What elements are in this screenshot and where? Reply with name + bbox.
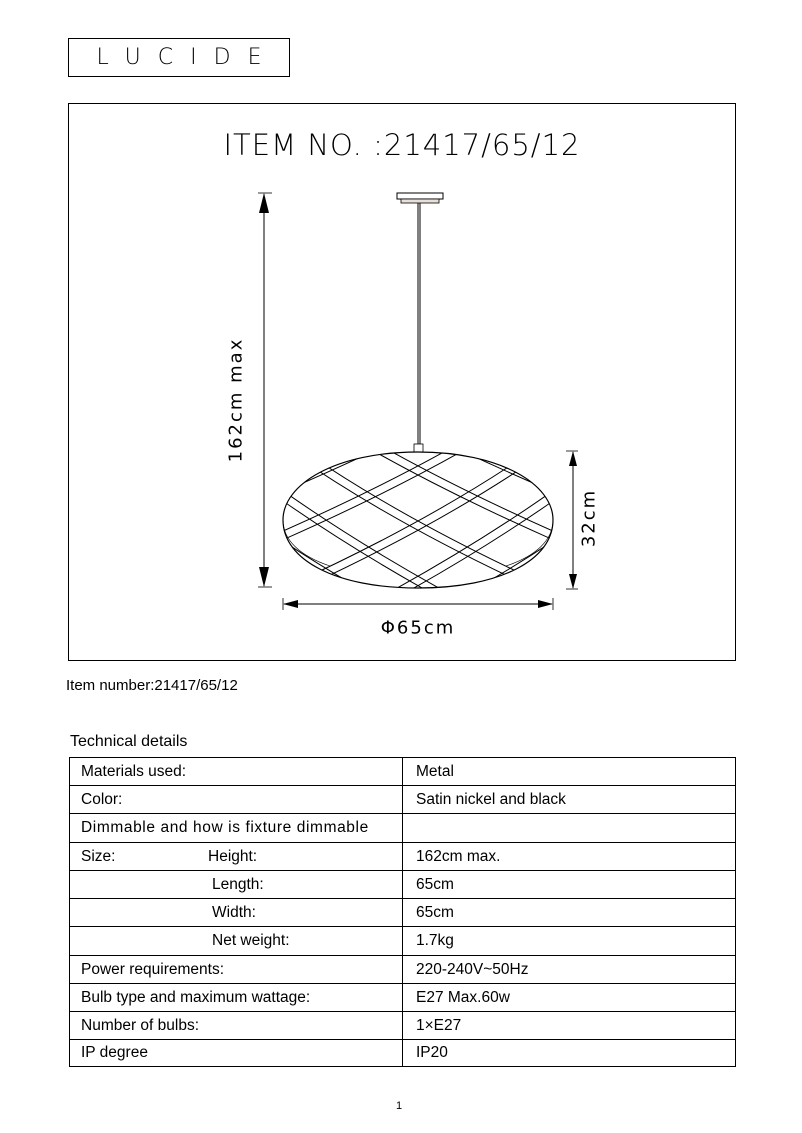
bulb-count-label: Number of bulbs: (70, 1012, 403, 1040)
materials-label: Materials used: (70, 758, 403, 786)
technical-details-table (69, 757, 736, 1067)
table-row (70, 871, 736, 899)
weight-label: Net weight: (212, 932, 290, 949)
length-label: Length: (212, 875, 264, 893)
ip-label: IP degree (70, 1040, 403, 1067)
ceiling-canopy (397, 193, 443, 203)
power-value: 220-240V~50Hz (403, 956, 736, 984)
table-row (70, 899, 736, 927)
table-row (70, 927, 736, 956)
weight-cell (70, 927, 403, 956)
dimmable-value (403, 814, 736, 843)
table-row (70, 786, 736, 814)
width-label: Width: (212, 903, 256, 921)
table-row (70, 758, 736, 786)
table-row (70, 956, 736, 984)
table-row (70, 1012, 736, 1040)
diameter-dimension-line (283, 598, 553, 610)
bulb-count-value: 1×E27 (403, 1012, 736, 1040)
depth-dimension-line (566, 451, 578, 589)
dimmable-label: Dimmable and how is fixture dimmable (70, 814, 403, 843)
height-dimension-label: 162cm max (225, 337, 247, 463)
weight-value: 1.7kg (403, 927, 736, 956)
drawing-item-title: ITEM NO. :21417/65/12 (223, 128, 581, 162)
materials-value: Metal (403, 758, 736, 786)
page-number: 1 (396, 1100, 403, 1112)
table-row (70, 843, 736, 871)
width-value: 65cm (403, 899, 736, 927)
height-dimension-line (258, 193, 272, 587)
bulb-type-value: E27 Max.60w (403, 984, 736, 1012)
table-row (70, 984, 736, 1012)
width-cell (70, 899, 403, 927)
power-label: Power requirements: (70, 956, 403, 984)
diameter-dimension-label: Φ65cm (380, 617, 456, 639)
size-cell (70, 843, 403, 871)
length-value: 65cm (403, 871, 736, 899)
depth-dimension-label: 32cm (578, 488, 600, 548)
bulb-type-label: Bulb type and maximum wattage: (70, 984, 403, 1012)
technical-details-heading: Technical details (70, 733, 188, 750)
ip-value: IP20 (403, 1040, 736, 1067)
item-number: Item number:21417/65/12 (66, 677, 238, 694)
length-cell (70, 871, 403, 899)
suspension-cable (414, 203, 423, 453)
table-row (70, 1040, 736, 1067)
height-value: 162cm max. (403, 843, 736, 871)
table-row (70, 814, 736, 843)
height-label: Height: (208, 847, 258, 865)
size-label: Size: (81, 847, 116, 865)
color-label: Color: (70, 786, 403, 814)
color-value: Satin nickel and black (403, 786, 736, 814)
brand-logo: LUCIDE (96, 45, 279, 70)
